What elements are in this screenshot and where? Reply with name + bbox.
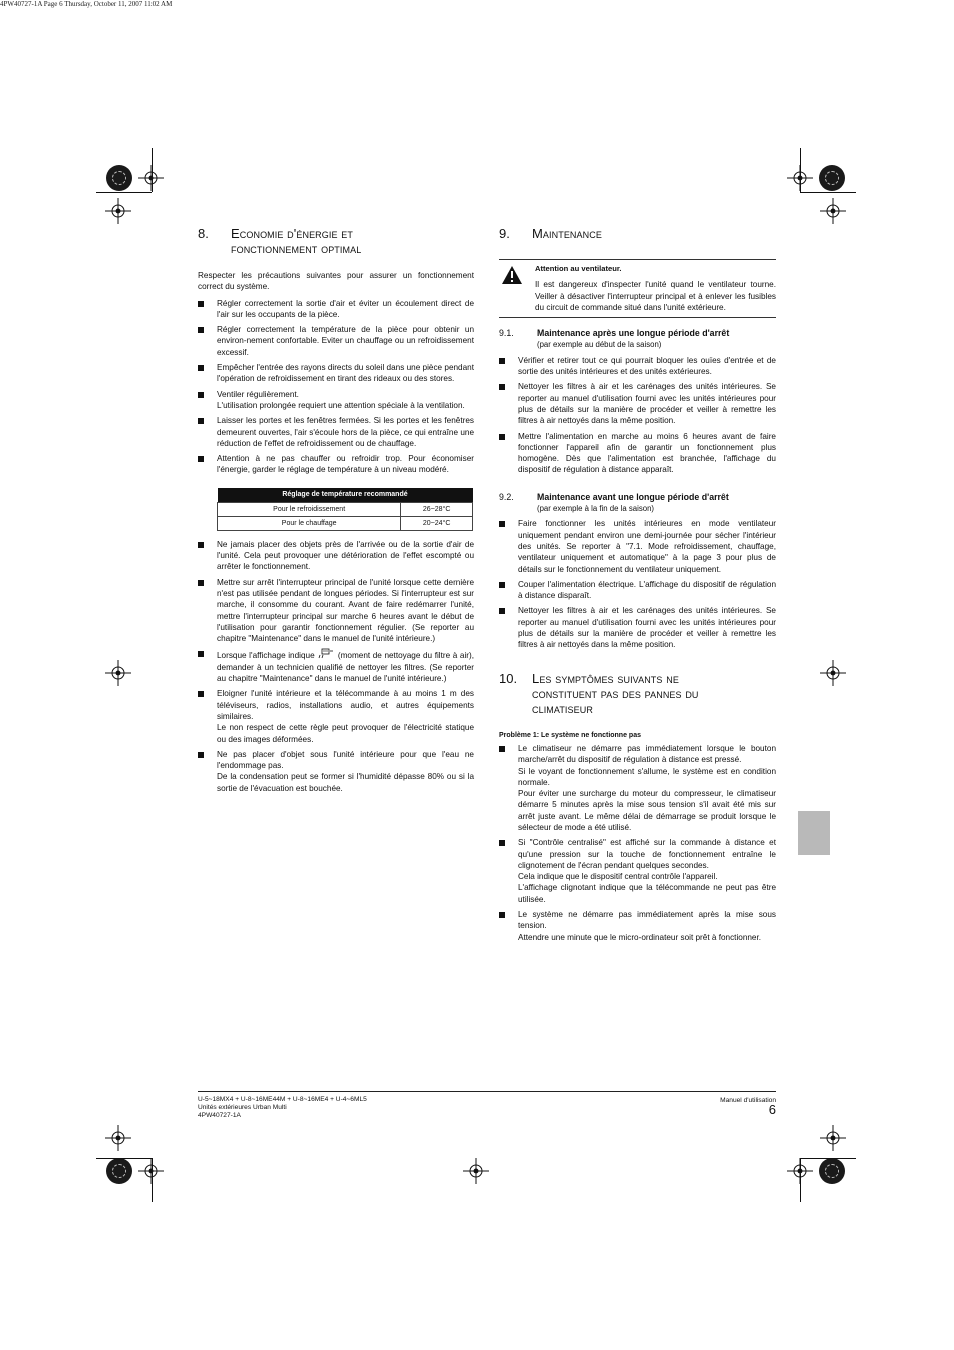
list-item — [198, 362, 474, 385]
section-number: 9. — [499, 226, 510, 241]
section-title: climatiseur — [532, 700, 593, 716]
crop-line — [800, 192, 856, 193]
crop-line — [152, 1158, 153, 1202]
warning-box — [499, 259, 776, 318]
section-title: Maintenance — [532, 226, 602, 241]
square-bullet-icon — [198, 456, 204, 462]
square-bullet-icon — [198, 418, 204, 424]
square-bullet-icon — [198, 365, 204, 371]
crop-line — [96, 1158, 152, 1159]
square-bullet-icon — [198, 392, 204, 398]
list-item-text: Nettoyer les filtres à air et les carénages des unités intérieures. Se reporter au manuel d'utilisation fourni avec les unités intérieures pour plus de détails sur la manière de procéder et veiller à remettre les filtres à air nettoyés dans la même position. — [518, 382, 776, 426]
list-item-text: Le non respect de cette règle peut provoquer de l'électricité statique ou des images déformées. — [217, 723, 474, 744]
list-item — [198, 749, 474, 794]
list-item-text: Lorsque l'affichage indique — [217, 651, 318, 661]
list-item-text: Mettre l'alimentation en marche au moins 6 heures avant de faire fonctionner l'appareil afin de garantir un fonctionnement plus homogène. Dès que l'alimentation est branchée, l'affichage du dispositif de régulation à distance apparaît. — [518, 431, 776, 475]
square-bullet-icon — [198, 542, 204, 548]
square-bullet-icon — [499, 840, 505, 846]
list-item — [198, 298, 474, 321]
temperature-table — [217, 488, 473, 531]
table-cell: 20~24°C — [401, 516, 473, 530]
registration-crosshair-icon — [820, 1125, 846, 1151]
square-bullet-icon — [499, 746, 505, 752]
section-9-heading — [499, 226, 776, 241]
list-item-text: Empêcher l'entrée des rayons directs du soleil dans une pièce pendant l'opération de refroidissement en tirant des rideaux ou des stores. — [217, 363, 474, 384]
warning-title: Attention au ventilateur. — [535, 264, 622, 273]
crop-line — [800, 1158, 801, 1202]
list-item-text: Couper l'alimentation électrique. L'affichage du dispositif de régulation à distance disparaît. — [518, 579, 776, 601]
square-bullet-icon — [198, 301, 204, 307]
square-bullet-icon — [499, 358, 505, 364]
bullet-list — [499, 355, 776, 476]
subsection-heading — [499, 328, 776, 339]
list-item-text: Pour éviter une surcharge du moteur du compresseur, le climatiseur démarre 5 minutes après la mise sous tension s'il avait été mis sur arrêt juste avant. Le même délai de démarrage se produit lorsque le sélecteur de mode a été utilisé. — [518, 789, 776, 832]
registration-disc-icon — [819, 1158, 845, 1184]
square-bullet-icon — [499, 384, 505, 390]
section-8-heading — [198, 226, 474, 256]
list-item — [499, 381, 776, 426]
list-item-text: De la condensation peut se former si l'humidité dépasse 80% ou si la sortie de l'évacuation est bouchée. — [217, 772, 474, 793]
footer-left — [198, 1096, 367, 1120]
table-row — [218, 502, 473, 516]
list-item-text: Régler correctement la température de la pièce pour obtenir un environ-nement confortable. Eviter un chauffage ou un refroidissement excessif. — [217, 325, 474, 357]
list-item — [499, 355, 776, 378]
list-item-text: Attention à ne pas chauffer ou refroidir trop. Pour économiser l'énergie, garder le réglage de température à un niveau modéré. — [217, 454, 474, 475]
square-bullet-icon — [198, 327, 204, 333]
subsection-number: 9.2. — [499, 491, 514, 502]
square-bullet-icon — [198, 580, 204, 586]
list-item — [198, 415, 474, 449]
warning-triangle-icon — [501, 265, 523, 285]
registration-crosshair-icon — [138, 1158, 164, 1184]
list-item — [499, 909, 776, 943]
list-item-text: Si "Contrôle centralisé" est affiché sur la commande à distance et qu'une pression sur la touche de fonctionnement entraîne le clignotement de l'écran pendant quelques secondes. — [518, 838, 776, 870]
footer-doc-code: 4PW40727-1A — [198, 1112, 241, 1119]
list-item-text: Régler correctement la sortie d'air et éviter un écoulement direct de l'air sur les occupants de la pièce. — [217, 298, 474, 319]
list-item — [198, 539, 474, 573]
section-number: 10. — [499, 670, 518, 686]
list-item-text: (moment de nettoyage du filtre à air), demander à un technicien qualifié de nettoyer les filtres. (Se reporter au chapitre "Maintenance" dans le manuel de l'unité intérieure.) — [217, 651, 475, 684]
list-item-text: Le climatiseur ne démarre pas immédiatement lorsque le bouton marche/arrêt du dispositif de régulation à distance est pressé. — [518, 743, 776, 765]
registration-crosshair-icon — [105, 660, 131, 686]
subsection-note: (par exemple au début de la saison) — [537, 340, 662, 350]
footer-divider — [198, 1091, 776, 1092]
square-bullet-icon — [499, 582, 505, 588]
list-item-text: Si le voyant de fonctionnement s'allume, le système est en condition normale. — [518, 766, 776, 787]
table-header: Réglage de température recommandé — [218, 488, 473, 503]
list-item — [198, 389, 474, 412]
section-title: constituent pas des pannes du — [532, 685, 699, 701]
filter-clean-icon — [317, 648, 335, 660]
list-item-text: Ne jamais placer des objets près de l'arrivée ou de la sortie d'air de l'unité. Cela peut provoquer une détérioration de l'effet escompté ou arrêter le fonctionnement. — [217, 539, 474, 572]
registration-crosshair-icon — [820, 660, 846, 686]
list-item-text: Ventiler régulièrement. — [217, 389, 299, 399]
list-item — [499, 837, 776, 905]
square-bullet-icon — [198, 752, 204, 758]
registration-disc-icon — [819, 165, 845, 191]
table-row — [218, 516, 473, 530]
subsection-title: Maintenance après une longue période d'arrêt — [537, 328, 730, 339]
list-item-text: Eloigner l'unité intérieure et la télécommande à au moins 1 m des téléviseurs, radios, installations audio, et autres équipements similaires. — [217, 689, 474, 721]
left-column — [198, 226, 474, 798]
bullet-list — [198, 298, 474, 476]
list-item-text: Laisser les portes et les fenêtres fermées. Si les portes et les fenêtres demeurent ouvertes, l'air s'écoule hors de la pièce, ce qui entraîne une réduction de l'effet de refroidissement ou de chauffage. — [217, 416, 474, 448]
registration-crosshair-icon — [138, 165, 164, 191]
table-cell: Pour le chauffage — [218, 516, 401, 530]
square-bullet-icon — [499, 608, 505, 614]
crop-line — [800, 1158, 856, 1159]
list-item — [499, 579, 776, 602]
list-item — [198, 453, 474, 476]
section-title: Economie d'énergie et — [231, 226, 353, 241]
square-bullet-icon — [499, 521, 505, 527]
subsection-note: (par exemple à la fin de la saison) — [537, 504, 655, 514]
page-number: 6 — [768, 1102, 776, 1117]
registration-crosshair-icon — [105, 1125, 131, 1151]
registration-crosshair-icon — [105, 198, 131, 224]
footer-product-name: Unités extérieures Urban Multi — [198, 1104, 287, 1111]
subsection-number: 9.1. — [499, 328, 514, 339]
crop-line — [96, 192, 152, 193]
crop-line — [800, 148, 801, 192]
footer-model-list: U-5~18MX4 + U-8~16ME44M + U-8~16ME4 + U-4~6ML5 — [198, 1096, 367, 1103]
square-bullet-icon — [198, 651, 204, 657]
bullet-list — [499, 743, 776, 943]
registration-crosshair-icon — [463, 1158, 489, 1184]
square-bullet-icon — [198, 691, 204, 697]
crop-line — [152, 148, 153, 192]
section-intro: Respecter les précautions suivantes pour assurer un fonctionnement correct du système. — [198, 271, 474, 292]
list-item-text: Attendre une minute que le micro-ordinateur soit prêt à fonctionner. — [518, 932, 762, 942]
section-number: 8. — [198, 226, 209, 241]
footer-right — [720, 1096, 776, 1117]
print-header: 4PW40727-1A Page 6 Thursday, October 11, 2007 11:02 AM — [0, 0, 173, 8]
list-item-text: L'utilisation prolongée requiert une attention spéciale à la ventilation. — [217, 400, 465, 410]
list-item-text — [217, 648, 474, 684]
warning-text: Il est dangereux d'inspecter l'unité quand le ventilateur tourne. Veiller à désactiver l'interrupteur principal et à enlever les fusibles du circuit de commande situé dans l'unité extérieure. — [535, 280, 776, 312]
bullet-list — [198, 539, 474, 794]
list-item — [499, 605, 776, 650]
list-item-text: Mettre sur arrêt l'interrupteur principal de l'unité lorsque cette dernière n'est pas utilisée pendant de longues périodes. Si l'interrupteur est sur marche, il consomme du courant. Avant de faire redémarrer l'unité, mettre l'interrupteur principal sur marche 6 heures avant le début de l'utilisation pour garantir fonctionnement régulier. (Se reporter au chapitre "Maintenance" dans le manuel de l'unité intérieure.) — [217, 577, 474, 644]
registration-disc-icon — [106, 165, 132, 191]
table-cell: Pour le refroidissement — [218, 502, 401, 516]
square-bullet-icon — [499, 434, 505, 440]
list-item-text: Ne pas placer d'objet sous l'unité intérieure pour que l'eau ne l'endommage pas. — [217, 749, 474, 771]
list-item — [198, 688, 474, 744]
subsection-title: Maintenance avant une longue période d'arrêt — [537, 491, 729, 502]
list-item-text: Faire fonctionner les unités intérieures en mode ventilateur uniquement pendant environ une demi-journée pour sécher l'intérieur des unités. Se reporter à "7.1. Mode refroidissement, chauffage, ventilateur uniquement et automatique" à la page 3 pour plus de détails sur le fonctionnement du ventilateur uniquement. — [518, 519, 776, 574]
section-title: fonctionnement optimal — [231, 241, 362, 256]
list-item-text: L'affichage clignotant indique que la télécommande ne peut pas être utilisée. — [518, 883, 776, 904]
list-item — [198, 648, 474, 684]
thumb-index-tab — [798, 811, 830, 855]
list-item-text: Nettoyer les filtres à air et les carénages des unités intérieures. Se reporter au manuel d'utilisation fourni avec les unités intérieures pour plus de détails sur la manière de procéder et veiller à remettre les filtres à air nettoyés dans la même position. — [518, 606, 776, 650]
list-item — [198, 324, 474, 358]
square-bullet-icon — [499, 912, 505, 918]
section-title: Les symptômes suivants ne — [532, 670, 679, 686]
registration-crosshair-icon — [820, 198, 846, 224]
list-item-text: Le système ne démarre pas immédiatement après la mise sous tension. — [518, 910, 776, 931]
list-item — [499, 518, 776, 574]
bullet-list — [499, 518, 776, 650]
problem-heading: Problème 1: Le système ne fonctionne pas — [499, 731, 641, 739]
subsection-heading — [499, 492, 776, 503]
list-item — [499, 431, 776, 476]
list-item — [499, 743, 776, 833]
list-item-text: Vérifier et retirer tout ce qui pourrait bloquer les ouïes d'entrée et de sortie des unités intérieures et des unités extérieures. — [518, 355, 776, 377]
registration-disc-icon — [106, 1158, 132, 1184]
section-10-heading — [499, 671, 776, 716]
table-cell: 26~28°C — [401, 502, 473, 516]
list-item — [198, 577, 474, 645]
footer-manual-label: Manuel d'utilisation — [720, 1097, 776, 1104]
list-item-text: Cela indique que le dispositif central contrôle l'appareil. — [518, 872, 718, 882]
right-column — [499, 226, 776, 947]
